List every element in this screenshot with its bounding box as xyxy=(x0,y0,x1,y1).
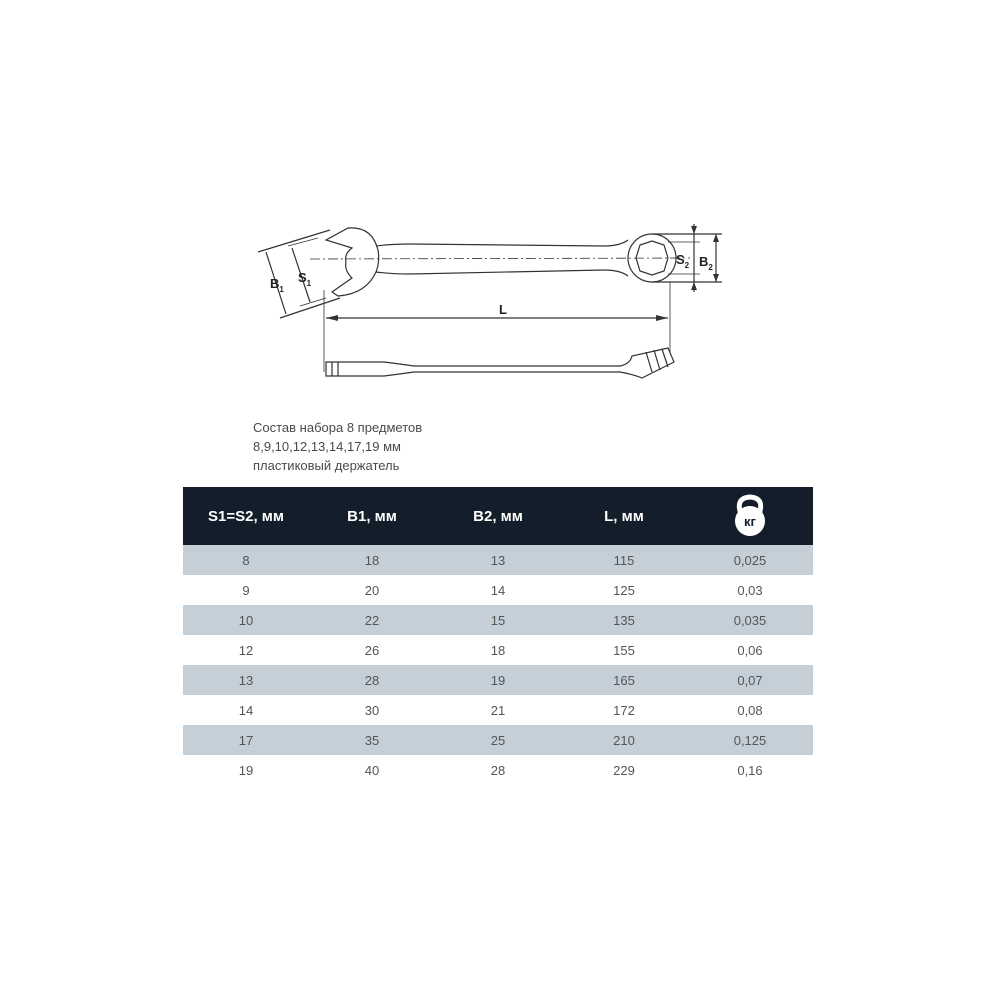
cell-size: 9 xyxy=(183,575,309,605)
table-row xyxy=(183,575,813,605)
cell-b2: 19 xyxy=(435,665,561,695)
cell-length: 125 xyxy=(561,575,687,605)
cell-size: 8 xyxy=(183,545,309,575)
cell-weight: 0,08 xyxy=(687,695,813,725)
cell-b2: 14 xyxy=(435,575,561,605)
cell-b2: 25 xyxy=(435,725,561,755)
kettlebell-icon xyxy=(727,494,773,538)
wrench-drawing xyxy=(250,205,790,395)
table-header-row xyxy=(183,487,813,545)
s1-label: $S_1$ xyxy=(298,270,312,288)
table-row xyxy=(183,545,813,575)
cell-b2: 28 xyxy=(435,755,561,785)
cell-weight: 0,03 xyxy=(687,575,813,605)
cell-b1: 35 xyxy=(309,725,435,755)
header-l: L, мм xyxy=(561,487,687,545)
set-contents-text: Состав набора 8 предметов xyxy=(253,420,423,435)
header-b2: B2, мм xyxy=(435,487,561,545)
cell-length: 115 xyxy=(561,545,687,575)
b1-label: $B_1$ xyxy=(270,276,284,294)
cell-weight: 0,06 xyxy=(687,635,813,665)
cell-b1: 40 xyxy=(309,755,435,785)
b2-label: $B_2$ xyxy=(699,254,713,272)
cell-size: 19 xyxy=(183,755,309,785)
table-row xyxy=(183,605,813,635)
set-sizes-text: 8,9,10,12,13,14,17,19 мм xyxy=(253,439,401,454)
cell-b1: 20 xyxy=(309,575,435,605)
cell-size: 12 xyxy=(183,635,309,665)
header-weight xyxy=(687,487,813,545)
table-row xyxy=(183,635,813,665)
s2-label: $S_2$ xyxy=(676,252,690,270)
cell-length: 135 xyxy=(561,605,687,635)
svg-text:кг: кг xyxy=(744,514,756,529)
cell-b1: 26 xyxy=(309,635,435,665)
cell-weight: 0,125 xyxy=(687,725,813,755)
cell-length: 172 xyxy=(561,695,687,725)
specifications-table xyxy=(183,487,813,785)
cell-weight: 0,025 xyxy=(687,545,813,575)
table-row xyxy=(183,665,813,695)
cell-size: 14 xyxy=(183,695,309,725)
table-row xyxy=(183,755,813,785)
cell-size: 13 xyxy=(183,665,309,695)
set-description xyxy=(253,418,422,475)
cell-weight: 0,035 xyxy=(687,605,813,635)
cell-length: 229 xyxy=(561,755,687,785)
cell-b1: 18 xyxy=(309,545,435,575)
set-holder-text: пластиковый держатель xyxy=(253,458,400,473)
cell-b2: 13 xyxy=(435,545,561,575)
length-label: L xyxy=(499,302,507,317)
header-s1-s2: S1=S2, мм xyxy=(183,487,309,545)
table-row xyxy=(183,695,813,725)
cell-b1: 22 xyxy=(309,605,435,635)
cell-b2: 15 xyxy=(435,605,561,635)
cell-size: 10 xyxy=(183,605,309,635)
table-row xyxy=(183,725,813,755)
cell-length: 165 xyxy=(561,665,687,695)
cell-size: 17 xyxy=(183,725,309,755)
cell-b2: 21 xyxy=(435,695,561,725)
cell-length: 210 xyxy=(561,725,687,755)
cell-b1: 28 xyxy=(309,665,435,695)
cell-length: 155 xyxy=(561,635,687,665)
cell-weight: 0,07 xyxy=(687,665,813,695)
header-b1: B1, мм xyxy=(309,487,435,545)
cell-b2: 18 xyxy=(435,635,561,665)
cell-weight: 0,16 xyxy=(687,755,813,785)
cell-b1: 30 xyxy=(309,695,435,725)
